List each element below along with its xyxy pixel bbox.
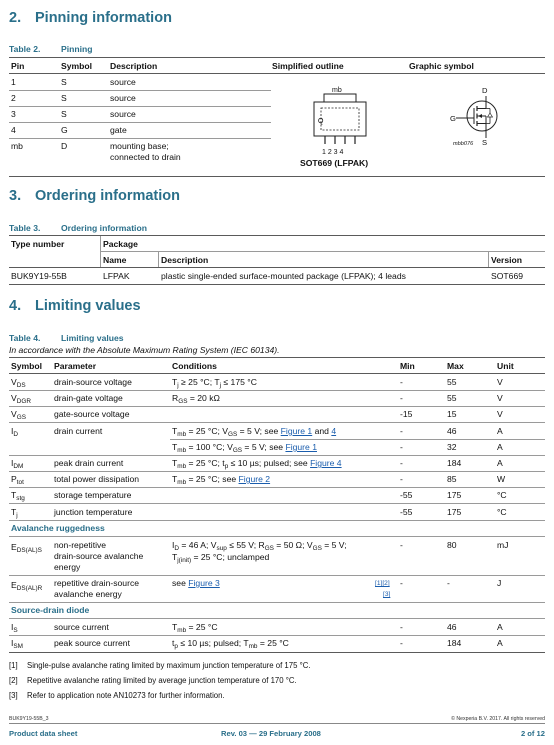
symbol-cell: $P_{tot}$ [11, 474, 24, 486]
max-cell: 46 [447, 622, 457, 632]
unit-cell: A [497, 442, 503, 452]
doc-id: BUK9Y19-55B_3 [9, 716, 49, 722]
min-cell: -55 [400, 490, 413, 500]
unit-cell: A [497, 622, 503, 632]
footnote [9, 691, 225, 700]
description-cell: source [110, 77, 136, 87]
symbol-code: mbb076 [453, 141, 474, 147]
col-header-name: Name [103, 255, 127, 265]
section-title: Ordering information [35, 188, 180, 204]
pin-cell: 4 [11, 125, 16, 135]
col-header-parameter: Parameter [54, 361, 97, 371]
col-header-package: Package [103, 239, 138, 249]
col-header-pin: Pin [11, 61, 25, 71]
col-header-unit: Unit [497, 361, 514, 371]
unit-cell: A [497, 458, 503, 468]
footer-doc-type: Product data sheet [9, 729, 78, 738]
max-cell: 175 [447, 507, 462, 517]
symbol-cell: $I_{DM}$ [11, 458, 24, 470]
section-number: 4. [9, 298, 22, 314]
package-label: SOT669 (LFPAK) [300, 158, 369, 168]
row-rule [9, 602, 545, 603]
conditions-cell: $I_D = 46$ A; $V_{sup} \le 55$ V; $R_{GS} = 50$ Ω; $V_{GS} = 5$ V; [172, 540, 347, 552]
description-cell: source [110, 109, 136, 119]
column-divider [100, 236, 101, 268]
parameter-cell: peak source current [54, 638, 130, 648]
unit-cell: A [497, 638, 503, 648]
max-cell: 85 [447, 474, 457, 484]
footer-rule [9, 723, 545, 724]
parameter-cell: drain-source voltage [54, 377, 132, 387]
symbol-cell: D [61, 141, 68, 151]
unit-cell: W [497, 474, 506, 484]
row-rule [9, 90, 271, 91]
col-header-symbol: Symbol [61, 61, 93, 71]
min-cell: -55 [400, 507, 413, 517]
table-header-rule [9, 373, 545, 374]
footnote-ref-1-2-link[interactable]: [1][2] [375, 580, 390, 587]
row-rule [9, 618, 545, 619]
symbol-cell: $T_{stg}$ [11, 490, 25, 502]
unit-cell: °C [497, 490, 507, 500]
symbol-label-g: G [450, 114, 456, 123]
table3-caption [9, 223, 147, 233]
min-cell: - [400, 426, 403, 436]
max-cell: 184 [447, 458, 462, 468]
mosfet-symbol-icon [446, 84, 516, 146]
section-heading-limiting [9, 298, 141, 314]
section-number: 2. [9, 10, 22, 26]
package-description-cell: plastic single-ended surface-mounted package (LFPAK); 4 leads [161, 271, 406, 281]
row-rule [9, 520, 545, 521]
parameter-cell: gate-source voltage [54, 409, 130, 419]
symbol-label-d: D [482, 86, 488, 95]
outline-pin-numbers: 1 2 3 4 [322, 149, 344, 156]
section-title: Limiting values [35, 298, 141, 314]
min-cell: -15 [400, 409, 413, 419]
table-title: Pinning [61, 44, 93, 54]
max-cell: 55 [447, 393, 457, 403]
min-cell: - [400, 377, 403, 387]
col-header-conditions: Conditions [172, 361, 217, 371]
row-rule [9, 503, 545, 504]
symbol-cell: $V_{DGR}$ [11, 393, 31, 405]
parameter-cell-line2: drain-source avalanche [54, 551, 144, 561]
max-cell: 46 [447, 426, 457, 436]
parameter-cell: junction temperature [54, 507, 133, 517]
col-header-version: Version [491, 255, 523, 265]
max-cell: 184 [447, 638, 462, 648]
table-label: Table 3. [9, 223, 41, 233]
conditions-cell: $T_{mb} = 25$ °C; $t_p \le 10$ µs; pulsed; see Figure 4 [172, 458, 342, 470]
parameter-cell: drain current [54, 426, 103, 436]
parameter-cell: repetitive drain-source [54, 578, 140, 588]
min-cell: - [400, 578, 403, 588]
figure-1-link[interactable]: Figure 1 [280, 426, 313, 436]
row-rule [9, 422, 545, 423]
pin-cell: 1 [11, 77, 16, 87]
symbol-cell: $V_{DS}$ [11, 377, 26, 389]
description-cell-line2: connected to drain [110, 152, 181, 162]
min-cell: - [400, 393, 403, 403]
pin-cell: mb [11, 141, 23, 151]
table-title: Ordering information [61, 223, 147, 233]
footnote [9, 661, 311, 670]
row-rule [9, 487, 545, 488]
max-cell: 175 [447, 490, 462, 500]
symbol-cell: $T_j$ [11, 507, 18, 519]
table-header-rule [9, 73, 545, 74]
package-name-cell: LFPAK [103, 271, 130, 281]
min-cell: - [400, 442, 403, 452]
conditions-cell: $T_{mb} = 25$ °C [172, 622, 218, 634]
unit-cell: A [497, 426, 503, 436]
column-divider [488, 252, 489, 268]
row-rule [101, 251, 545, 252]
conditions-cell: see Figure 3 [172, 578, 220, 588]
col-header-type: Type number [11, 239, 65, 249]
section-heading-ordering [9, 188, 180, 204]
conditions-cell: $R_{GS} = 20$ kΩ [172, 393, 220, 405]
table2-caption [9, 44, 93, 54]
symbol-label-s: S [482, 138, 488, 147]
section-heading-pinning [9, 10, 172, 26]
description-cell: source [110, 93, 136, 103]
table-header-rule [9, 267, 545, 268]
table-top-rule [9, 235, 545, 236]
row-rule [9, 390, 545, 391]
unit-cell: mJ [497, 540, 509, 550]
pin-cell: 3 [11, 109, 16, 119]
symbol-cell: S [61, 93, 67, 103]
symbol-cell: S [61, 109, 67, 119]
table-bottom-rule [9, 652, 545, 653]
symbol-cell: $I_D$ [11, 426, 19, 438]
conditions-cell: $t_p \le 10$ µs; pulsed; $T_{mb} = 25$ °C [172, 638, 289, 650]
figure-1-link[interactable]: Figure 1 [285, 442, 317, 452]
col-header-description: Description [110, 61, 158, 71]
unit-cell: J [497, 578, 502, 588]
conditions-cell: $T_{mb} = 25$ °C; $V_{GS} = 5$ V; see Figure 1 and 4 [172, 426, 337, 438]
table4-caption [9, 333, 124, 343]
max-cell: 32 [447, 442, 457, 452]
section-title: Pinning information [35, 10, 172, 26]
unit-cell: V [497, 409, 503, 419]
max-cell: 55 [447, 377, 457, 387]
symbol-cell: $I_S$ [11, 622, 18, 634]
col-header-symbol: Symbol [11, 361, 43, 371]
parameter-cell-line2: avalanche energy [54, 589, 122, 599]
min-cell: - [400, 638, 403, 648]
table-label: Table 2. [9, 44, 41, 54]
table-bottom-rule [9, 176, 545, 177]
conditions-cell: $T_j \ge 25$ °C; $T_j \le 175$ °C [172, 377, 257, 389]
svg-text:Q: Q [318, 118, 324, 125]
symbol-cell: $E_{DS(AL)R}$ [11, 580, 43, 592]
footnote-text: Single-pulse avalanche rating limited by maximum junction temperature of 175 °C. [27, 661, 311, 670]
col-header-min: Min [400, 361, 415, 371]
figure-3-link[interactable]: Figure 3 [188, 578, 220, 588]
conditions-cell: $T_{mb} = 100$ °C; $V_{GS} = 5$ V; see Figure 1 [172, 442, 317, 454]
row-rule [9, 122, 271, 123]
description-cell: gate [110, 125, 127, 135]
parameter-cell-line3: energy [54, 562, 81, 572]
figure-4-link[interactable]: 4 [331, 426, 337, 436]
symbol-cell: $V_{GS}$ [11, 409, 26, 421]
table-top-rule [9, 357, 545, 358]
parameter-cell: total power dissipation [54, 474, 140, 484]
footnote-text: Repetitive avalanche rating limited by average junction temperature of 170 °C. [27, 676, 297, 685]
description-cell: mounting base; [110, 141, 169, 151]
footnote-ref-3-link[interactable]: [3] [383, 591, 391, 598]
min-cell: - [400, 474, 403, 484]
col-header-graphic: Graphic symbol [409, 61, 474, 71]
copyright: © Nexperia B.V. 2017. All rights reserved [451, 716, 545, 722]
footnote [9, 676, 297, 685]
row-rule [9, 106, 271, 107]
min-cell: - [400, 540, 403, 550]
footnote-text: Refer to application note AN10273 for further information. [27, 691, 225, 700]
min-cell: - [400, 622, 403, 632]
unit-cell: V [497, 393, 503, 403]
column-divider [158, 252, 159, 268]
unit-cell: °C [497, 507, 507, 517]
row-rule [170, 439, 545, 440]
table-bottom-rule [9, 284, 545, 285]
parameter-cell: source current [54, 622, 109, 632]
table4-subtitle: In accordance with the Absolute Maximum Rating System (IEC 60134). [9, 345, 280, 355]
parameter-cell: drain-gate voltage [54, 393, 123, 403]
version-cell: SOT669 [491, 271, 524, 281]
footnote-number: [1] [9, 661, 18, 670]
row-rule [9, 536, 545, 537]
parameter-cell: storage temperature [54, 490, 132, 500]
row-rule [9, 455, 545, 456]
conditions-cell: $T_{mb} = 25$ °C; see Figure 2 [172, 474, 271, 486]
parameter-cell: peak drain current [54, 458, 124, 468]
footer-revision: Rev. 03 — 29 February 2008 [221, 729, 321, 738]
conditions-cell-line2: $T_{j(init)} = 25$ °C; unclamped [172, 552, 270, 564]
table-top-rule [9, 57, 545, 58]
symbol-cell: $I_{SM}$ [11, 638, 23, 650]
figure-2-link[interactable]: Figure 2 [238, 474, 271, 484]
type-number-cell: BUK9Y19-55B [11, 271, 67, 281]
col-header-outline: Simplified outline [272, 61, 344, 71]
footnote-number: [2] [9, 676, 18, 685]
unit-cell: V [497, 377, 503, 387]
section-number: 3. [9, 188, 22, 204]
parameter-cell: non-repetitive [54, 540, 107, 550]
col-header-description: Description [161, 255, 209, 265]
outline-mb-label: mb [332, 87, 342, 94]
symbol-cell: G [61, 125, 68, 135]
max-cell: 15 [447, 409, 457, 419]
max-cell: - [447, 578, 450, 588]
section-avalanche-ruggedness: Avalanche ruggedness [11, 523, 105, 533]
table-title: Limiting values [61, 333, 124, 343]
row-rule [9, 138, 271, 139]
row-rule [9, 575, 545, 576]
pin-cell: 2 [11, 93, 16, 103]
row-rule [9, 471, 545, 472]
table-label: Table 4. [9, 333, 41, 343]
row-rule [9, 406, 545, 407]
section-source-drain-diode: Source-drain diode [11, 605, 90, 615]
min-cell: - [400, 458, 403, 468]
footer-page-number: 2 of 12 [520, 729, 545, 738]
col-header-max: Max [447, 361, 464, 371]
max-cell: 80 [447, 540, 457, 550]
symbol-cell: S [61, 77, 67, 87]
footnote-number: [3] [9, 691, 18, 700]
symbol-cell: $E_{DS(AL)S}$ [11, 542, 42, 554]
figure-4-link[interactable]: Figure 4 [310, 458, 342, 468]
row-rule [9, 635, 545, 636]
